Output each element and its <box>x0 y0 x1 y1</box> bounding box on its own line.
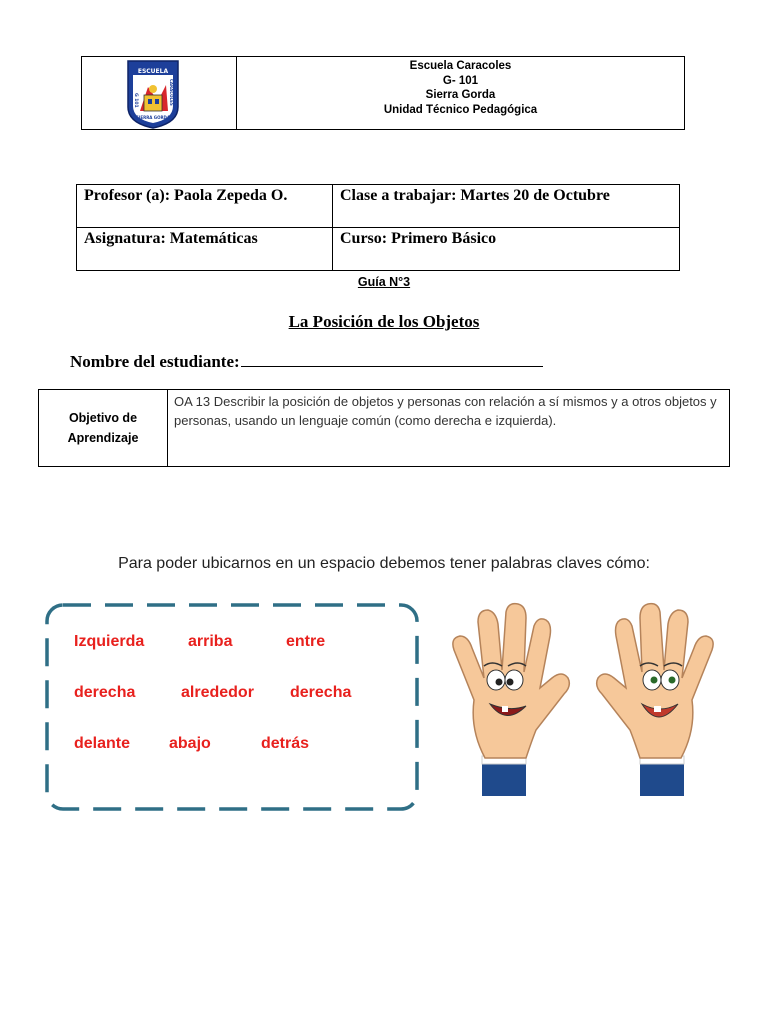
school-unit: Unidad Técnico Pedagógica <box>383 103 538 116</box>
keyword-abajo: abajo <box>169 735 211 752</box>
school-info-cell <box>237 57 684 129</box>
school-logo <box>82 57 236 131</box>
header-table <box>81 56 685 130</box>
guide-number: Guía N°3 <box>357 275 411 289</box>
logo-bottom-text: SIERRA GORDA <box>136 115 170 120</box>
keyword-detras: detrás <box>261 735 310 752</box>
class-info-table <box>76 184 680 271</box>
school-logo-cell <box>82 57 237 129</box>
teacher-cell: Profesor (a): Paola Zepeda O. <box>77 185 333 228</box>
right-hand-icon <box>597 604 713 796</box>
objective-label-cell <box>39 390 168 466</box>
logo-top-text: ESCUELA <box>137 68 169 75</box>
left-hand-icon <box>453 604 569 796</box>
keyword-derecha-2: derecha <box>290 684 352 701</box>
school-name: Escuela Caracoles <box>409 60 512 72</box>
student-name-label: Nombre del estudiante: <box>70 352 240 371</box>
keyword-entre: entre <box>286 633 326 650</box>
school-code: G- 101 <box>442 74 479 87</box>
class-date-cell: Clase a trabajar: Martes 20 de Octubre <box>333 185 680 228</box>
keyword-izquierda: Izquierda <box>74 633 145 650</box>
logo-left-text: G 101 <box>133 93 138 108</box>
course-cell: Curso: Primero Básico <box>333 228 680 271</box>
logo-right-text: CARACOLES <box>169 79 174 106</box>
intro-text: Para poder ubicarnos en un espacio debemos tener palabras claves cómo: <box>118 555 650 572</box>
keyword-alrededor: alrededor <box>181 684 254 701</box>
subject-cell: Asignatura: Matemáticas <box>77 228 333 271</box>
student-name-blank[interactable] <box>241 350 543 367</box>
objective-label-line1: Objetivo de <box>68 411 138 425</box>
student-name-row <box>70 350 543 372</box>
objective-label-line2: Aprendizaje <box>67 431 139 445</box>
keyword-box <box>44 602 420 812</box>
keyword-derecha-1: derecha <box>74 684 136 701</box>
keyword-arriba: arriba <box>188 633 233 650</box>
hands-illustration <box>440 600 730 800</box>
objective-table <box>38 389 730 467</box>
school-location: Sierra Gorda <box>425 89 496 101</box>
page-title: La Posición de los Objetos <box>288 312 480 331</box>
keyword-delante: delante <box>74 735 131 752</box>
objective-text: OA 13 Describir la posición de objetos y personas con relación a sí mismos y a otros objetos y personas, usando un lenguaje común (como derecha e izquierda). <box>174 394 717 428</box>
